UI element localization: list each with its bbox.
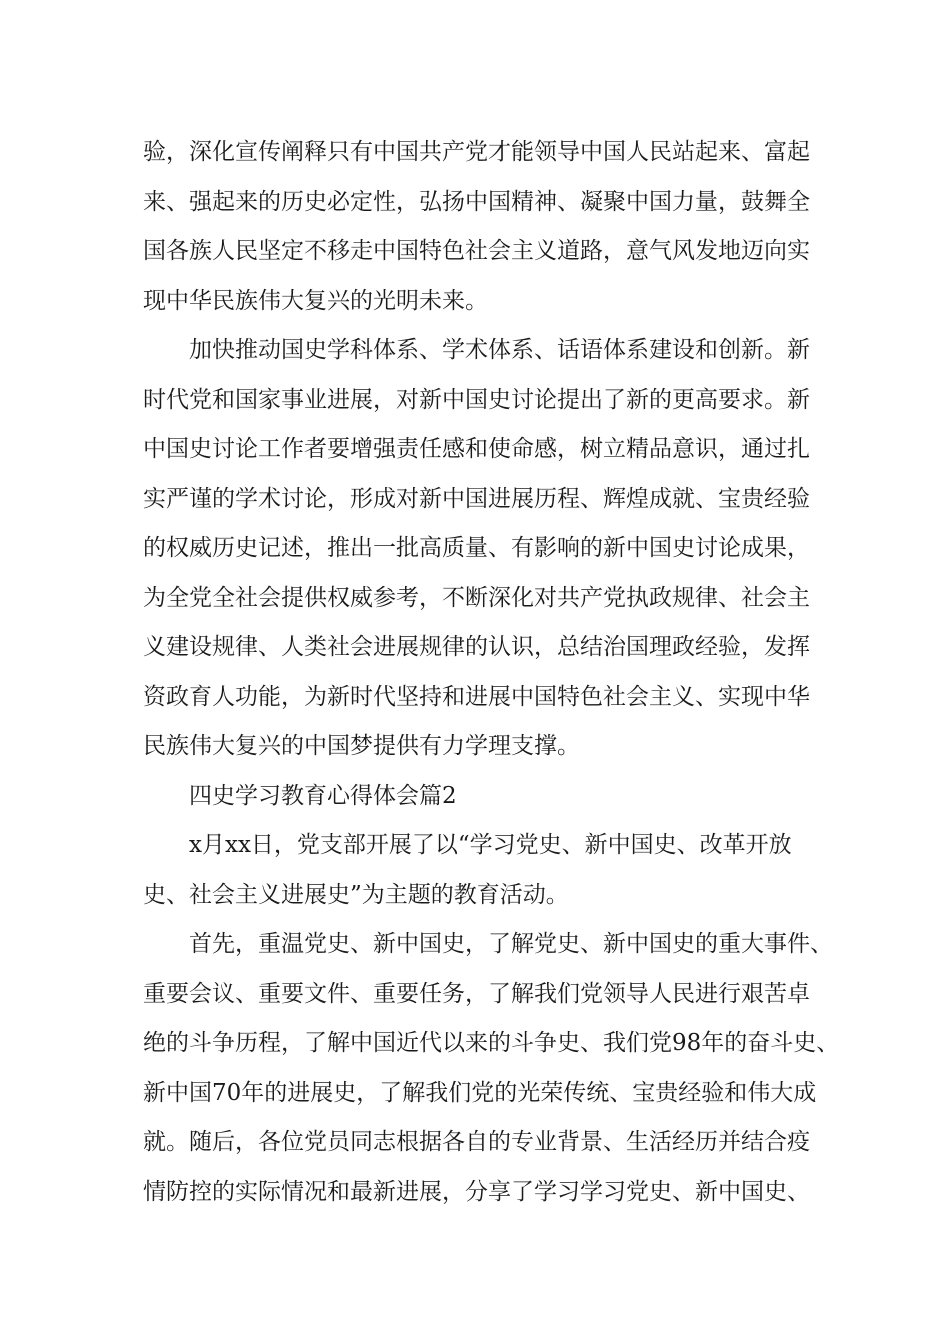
text-line: 民族伟大复兴的中国梦提供有力学理支撑。 bbox=[143, 733, 580, 759]
text-line: 义建设规律、人类社会进展规律的认识，总结治国理政经验，发挥 bbox=[143, 634, 810, 660]
text-line: 情防控的实际情况和最新进展，分享了学习学习党史、新中国史、 bbox=[143, 1178, 810, 1205]
text-line: 新中国70年的进展史，了解我们党的光荣传统、宝贵经验和伟大成 bbox=[143, 1079, 817, 1106]
text-line: 资政育人功能，为新时代坚持和进展中国特色社会主义、实现中华 bbox=[143, 683, 810, 710]
text-line: 来、强起来的历史必定性，弘扬中国精神、凝聚中国力量，鼓舞全 bbox=[143, 188, 810, 215]
paragraph-first-line: 加快推动国史学科体系、学术体系、话语体系建设和创新。新 bbox=[189, 337, 810, 363]
body-text bbox=[143, 128, 840, 1217]
text-line: 为全党全社会提供权威参考，不断深化对共产党执政规律、社会主 bbox=[143, 584, 810, 611]
text-line: 时代党和国家事业进展，对新中国史讨论提出了新的更高要求。新 bbox=[143, 386, 810, 413]
text-line: 现中华民族伟大复兴的光明未来。 bbox=[143, 287, 488, 314]
text-line: 国各族人民坚定不移走中国特色社会主义道路，意气风发地迈向实 bbox=[143, 238, 810, 264]
text-line: 史、社会主义进展史”为主题的教育活动。 bbox=[143, 881, 569, 908]
text-line: 重要会议、重要文件、重要任务，了解我们党领导人民进行艰苦卓 bbox=[143, 980, 810, 1007]
text-line: 中国史讨论工作者要增强责任感和使命感，树立精品意识，通过扎 bbox=[143, 436, 810, 462]
text-line: 就。随后，各位党员同志根据各自的专业背景、生活经历并结合疫 bbox=[143, 1129, 810, 1155]
text-line: 的权威历史记述，推出一批高质量、有影响的新中国史讨论成果， bbox=[143, 535, 810, 561]
text-line: 实严谨的学术讨论，形成对新中国进展历程、辉煌成就、宝贵经验 bbox=[143, 485, 810, 512]
paragraph-first-line: x月xx日，党支部开展了以“学习党史、新中国史、改革开放 bbox=[189, 832, 792, 858]
section-heading: 四史学习教育心得体会篇2 bbox=[189, 782, 457, 809]
text-line: 绝的斗争历程，了解中国近代以来的斗争史、我们党98年的奋斗史、 bbox=[143, 1030, 840, 1056]
text-line: 验，深化宣传阐释只有中国共产党才能领导中国人民站起来、富起 bbox=[143, 139, 810, 165]
paragraph-first-line: 首先，重温党史、新中国史，了解党史、新中国史的重大事件、 bbox=[189, 931, 833, 957]
